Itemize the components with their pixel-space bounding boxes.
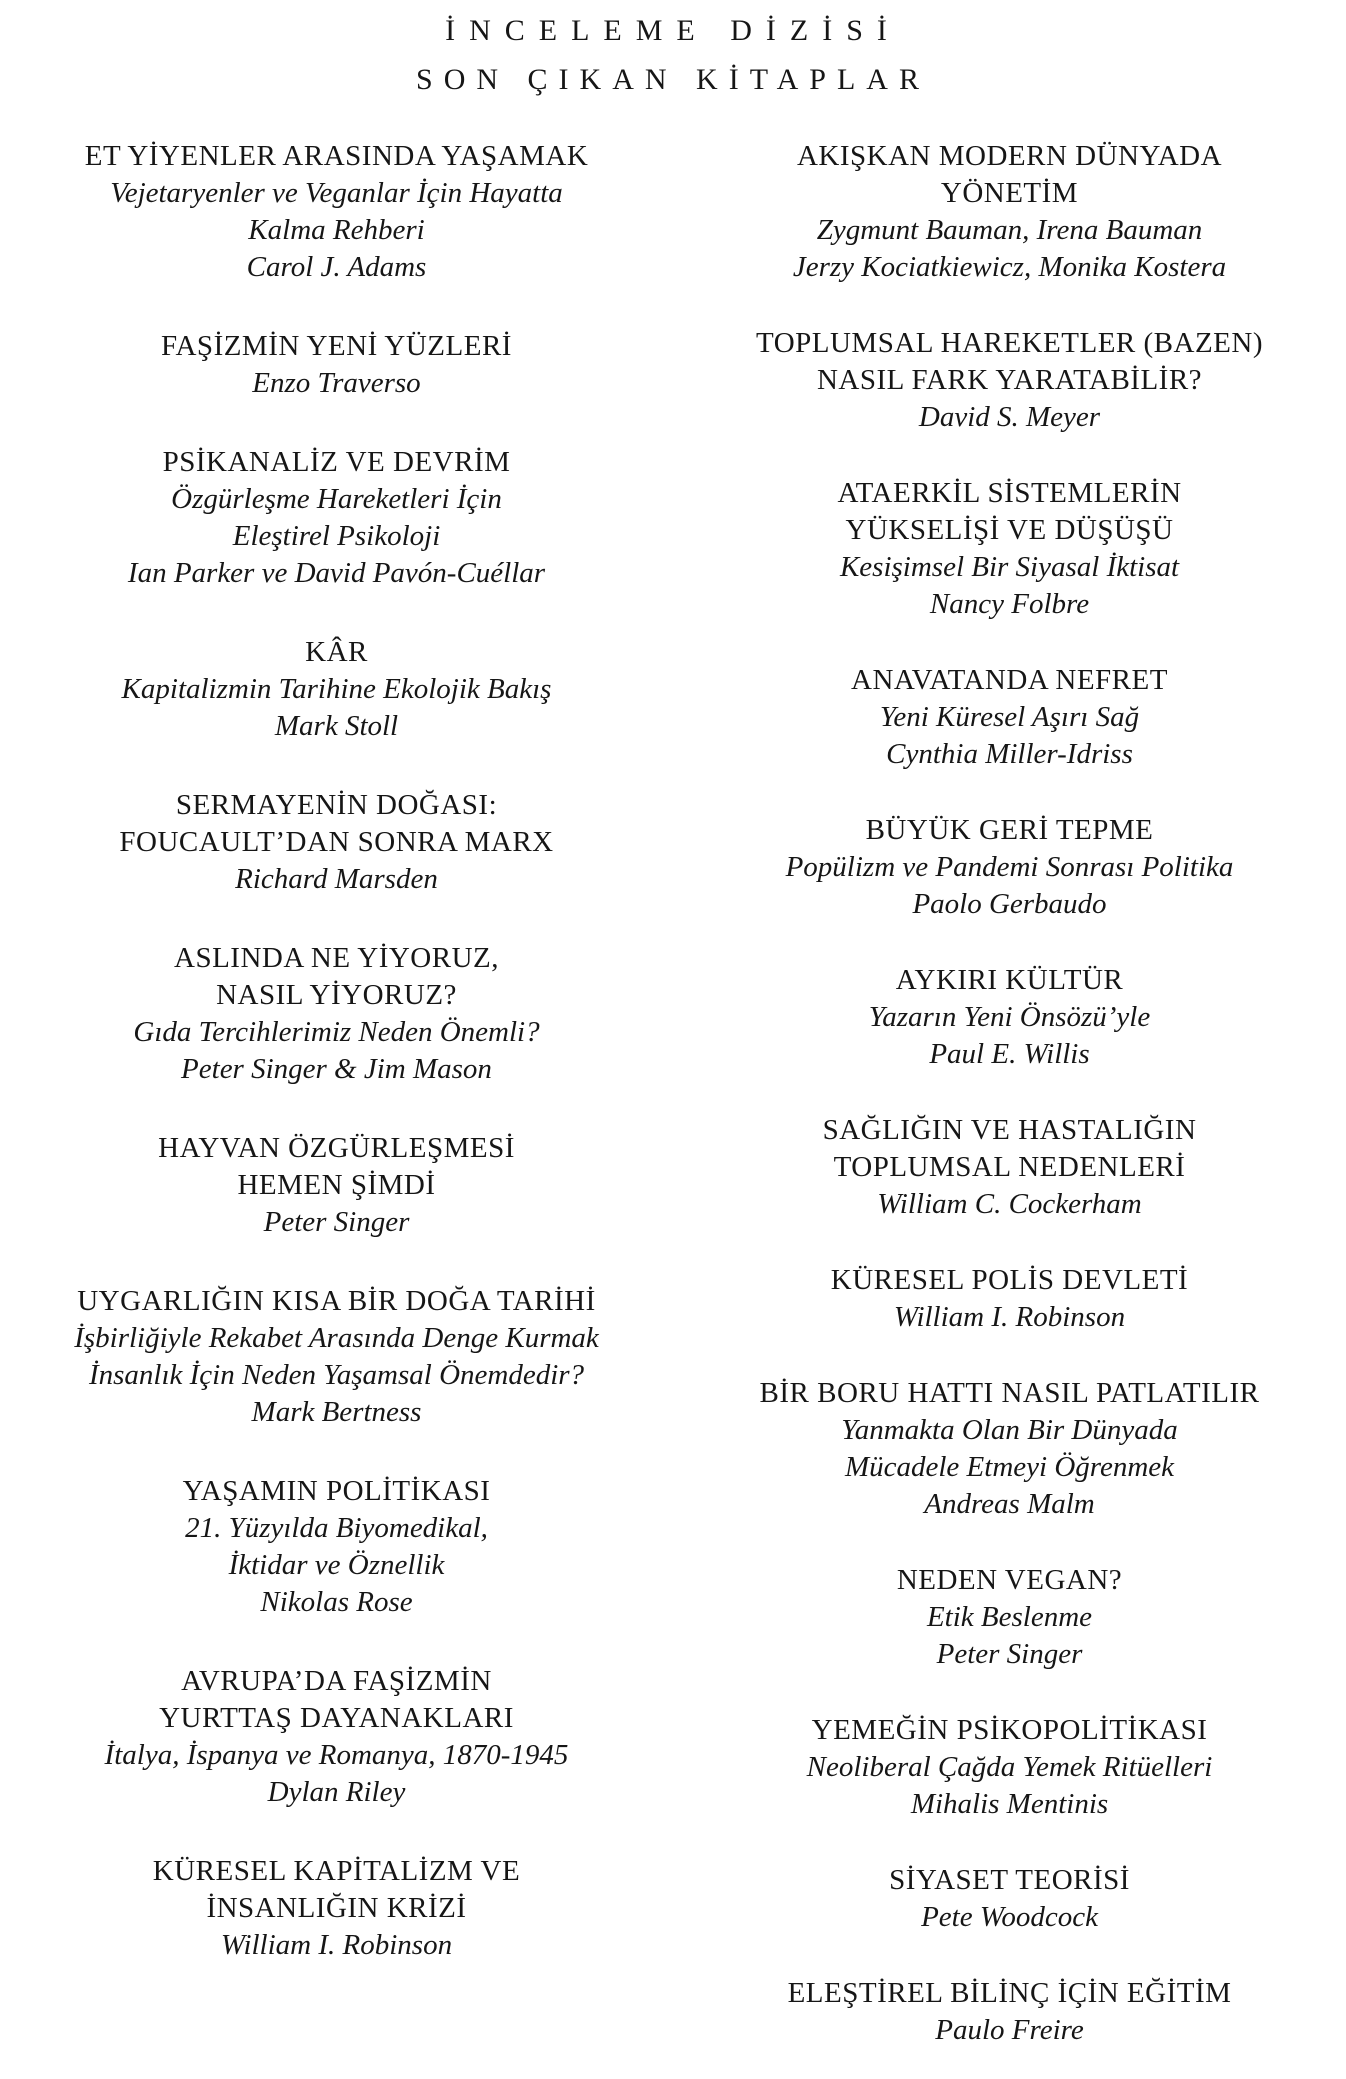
book-author-line: Mark Stoll — [274, 710, 399, 742]
book-subtitle-line: Popülizm ve Pandemi Sonrası Politika — [785, 851, 1234, 883]
book-entry — [0, 444, 673, 592]
book-title-line: UYGARLIĞIN KISA BİR DOĞA TARİHİ — [77, 1285, 596, 1317]
book-subtitle-line: Kesişimsel Bir Siyasal İktisat — [839, 551, 1180, 583]
book-title-line: KÂR — [305, 636, 368, 668]
book-title-line: ELEŞTİREL BİLİNÇ İÇİN EĞİTİM — [787, 1977, 1232, 2009]
book-subtitle-line: Kalma Rehberi — [248, 214, 425, 246]
book-subtitle-line: Yanmakta Olan Bir Dünyada — [841, 1414, 1178, 1446]
book-title-line: BİR BORU HATTI NASIL PATLATILIR — [759, 1377, 1260, 1409]
book-author-line: Zygmunt Bauman, Irena Bauman — [816, 214, 1203, 246]
book-title-line: AYKIRI KÜLTÜR — [895, 964, 1124, 996]
book-column-right — [673, 138, 1346, 2049]
series-subtitle: SON ÇIKAN KİTAPLAR — [416, 63, 930, 96]
book-columns — [0, 138, 1346, 2049]
book-entry — [673, 1375, 1346, 1523]
book-subtitle-line: Yeni Küresel Aşırı Sağ — [879, 701, 1140, 733]
book-title-line: ASLINDA NE YİYORUZ, — [174, 942, 499, 974]
book-title-line: AKIŞKAN MODERN DÜNYADA — [796, 140, 1223, 172]
book-entry — [673, 325, 1346, 436]
book-subtitle-line: Özgürleşme Hareketleri İçin — [171, 483, 502, 515]
book-subtitle-line: İktidar ve Öznellik — [228, 1549, 445, 1581]
book-entry — [673, 962, 1346, 1073]
book-title-line: PSİKANALİZ VE DEVRİM — [162, 446, 511, 478]
book-entry — [673, 1562, 1346, 1673]
book-subtitle-line: Vejetaryenler ve Veganlar İçin Hayatta — [110, 177, 563, 209]
book-entry — [0, 1663, 673, 1811]
book-subtitle-line: İşbirliğiyle Rekabet Arasında Denge Kurmak — [74, 1322, 599, 1354]
book-title-line: ET YİYENLER ARASINDA YAŞAMAK — [84, 140, 589, 172]
book-subtitle-line: İnsanlık İçin Neden Yaşamsal Önemdedir? — [88, 1359, 585, 1391]
book-title-line: ATAERKİL SİSTEMLERİN — [837, 477, 1182, 509]
book-subtitle-line: Eleştirel Psikoloji — [232, 520, 441, 552]
book-author-line: Peter Singer — [263, 1206, 410, 1238]
book-title-line: HEMEN ŞİMDİ — [237, 1169, 436, 1201]
book-author-line: Cynthia Miller-Idriss — [886, 738, 1133, 770]
book-author-line: Nikolas Rose — [260, 1586, 413, 1618]
book-title-line: YÜKSELİŞİ VE DÜŞÜŞÜ — [845, 514, 1174, 546]
book-entry — [0, 787, 673, 898]
book-entry — [673, 475, 1346, 623]
book-subtitle-line: Gıda Tercihlerimiz Neden Önemli? — [133, 1016, 540, 1048]
book-title-line: SİYASET TEORİSİ — [889, 1864, 1130, 1896]
book-entry — [673, 1975, 1346, 2049]
book-title-line: İNSANLIĞIN KRİZİ — [206, 1892, 467, 1924]
book-entry — [673, 812, 1346, 923]
book-subtitle-line: İtalya, İspanya ve Romanya, 1870-1945 — [104, 1739, 569, 1771]
book-title-line: YEMEĞİN PSİKOPOLİTİKASI — [811, 1714, 1208, 1746]
book-entry — [673, 138, 1346, 286]
book-title-line: YAŞAMIN POLİTİKASI — [182, 1475, 491, 1507]
book-subtitle-line: Mücadele Etmeyi Öğrenmek — [844, 1451, 1175, 1483]
book-entry — [0, 940, 673, 1088]
book-title-line: NEDEN VEGAN? — [896, 1564, 1123, 1596]
book-author-line: Mihalis Mentinis — [910, 1788, 1109, 1820]
book-author-line: William I. Robinson — [220, 1929, 453, 1961]
book-author-line: Pete Woodcock — [921, 1901, 1098, 1933]
book-author-line: Nancy Folbre — [929, 588, 1090, 620]
book-entry — [0, 1283, 673, 1431]
book-title-line: KÜRESEL KAPİTALİZM VE — [152, 1855, 521, 1887]
book-title-line: SAĞLIĞIN VE HASTALIĞIN — [822, 1114, 1197, 1146]
book-entry — [673, 1112, 1346, 1223]
book-author-line: David S. Meyer — [918, 401, 1101, 433]
book-title-line: FOUCAULT’DAN SONRA MARX — [119, 826, 554, 858]
book-title-line: BÜYÜK GERİ TEPME — [865, 814, 1154, 846]
book-entry — [0, 1130, 673, 1241]
book-entry — [0, 634, 673, 745]
book-title-line: NASIL FARK YARATABİLİR? — [816, 364, 1203, 396]
book-entry — [673, 1262, 1346, 1336]
book-title-line: AVRUPA’DA FAŞİZMİN — [181, 1665, 492, 1697]
book-author-line: William C. Cockerham — [877, 1188, 1142, 1220]
book-subtitle-line: Kapitalizmin Tarihine Ekolojik Bakış — [121, 673, 552, 705]
book-author-line: Jerzy Kociatkiewicz, Monika Kostera — [792, 251, 1227, 283]
book-author-line: Paulo Freire — [935, 2014, 1084, 2046]
book-subtitle-line: Neoliberal Çağda Yemek Ritüelleri — [806, 1751, 1213, 1783]
book-author-line: Paul E. Willis — [929, 1038, 1090, 1070]
book-subtitle-line: 21. Yüzyılda Biyomedikal, — [185, 1512, 488, 1544]
book-title-line: TOPLUMSAL NEDENLERİ — [833, 1151, 1186, 1183]
book-title-line: TOPLUMSAL HAREKETLER (BAZEN) — [756, 327, 1263, 359]
book-author-line: Richard Marsden — [235, 863, 438, 895]
book-author-line: Ian Parker ve David Pavón-Cuéllar — [127, 557, 546, 589]
book-title-line: HAYVAN ÖZGÜRLEŞMESİ — [158, 1132, 515, 1164]
book-entry — [673, 1862, 1346, 1936]
book-author-line: Andreas Malm — [924, 1488, 1095, 1520]
series-header — [0, 0, 1346, 98]
series-title: İNCELEME DİZİSİ — [445, 14, 901, 47]
book-column-left — [0, 138, 673, 1964]
book-author-line: Paolo Gerbaudo — [912, 888, 1107, 920]
book-entry — [673, 1712, 1346, 1823]
book-title-line: SERMAYENİN DOĞASI: — [175, 789, 498, 821]
book-title-line: ANAVATANDA NEFRET — [851, 664, 1168, 696]
book-title-line: KÜRESEL POLİS DEVLETİ — [830, 1264, 1189, 1296]
book-title-line: FAŞİZMİN YENİ YÜZLERİ — [161, 330, 512, 362]
book-author-line: Dylan Riley — [267, 1776, 406, 1808]
book-title-line: YÖNETİM — [940, 177, 1079, 209]
book-entry — [0, 1473, 673, 1621]
book-subtitle-line: Etik Beslenme — [926, 1601, 1093, 1633]
book-author-line: Carol J. Adams — [246, 251, 427, 283]
book-title-line: NASIL YİYORUZ? — [216, 979, 457, 1011]
book-entry — [673, 662, 1346, 773]
book-entry — [0, 138, 673, 286]
book-entry — [0, 328, 673, 402]
book-entry — [0, 1853, 673, 1964]
book-subtitle-line: Yazarın Yeni Önsözü’yle — [868, 1001, 1151, 1033]
book-author-line: William I. Robinson — [893, 1301, 1126, 1333]
book-title-line: YURTTAŞ DAYANAKLARI — [159, 1702, 514, 1734]
book-author-line: Peter Singer — [936, 1638, 1083, 1670]
book-author-line: Peter Singer & Jim Mason — [181, 1053, 492, 1085]
book-author-line: Enzo Traverso — [252, 367, 421, 399]
book-author-line: Mark Bertness — [251, 1396, 422, 1428]
